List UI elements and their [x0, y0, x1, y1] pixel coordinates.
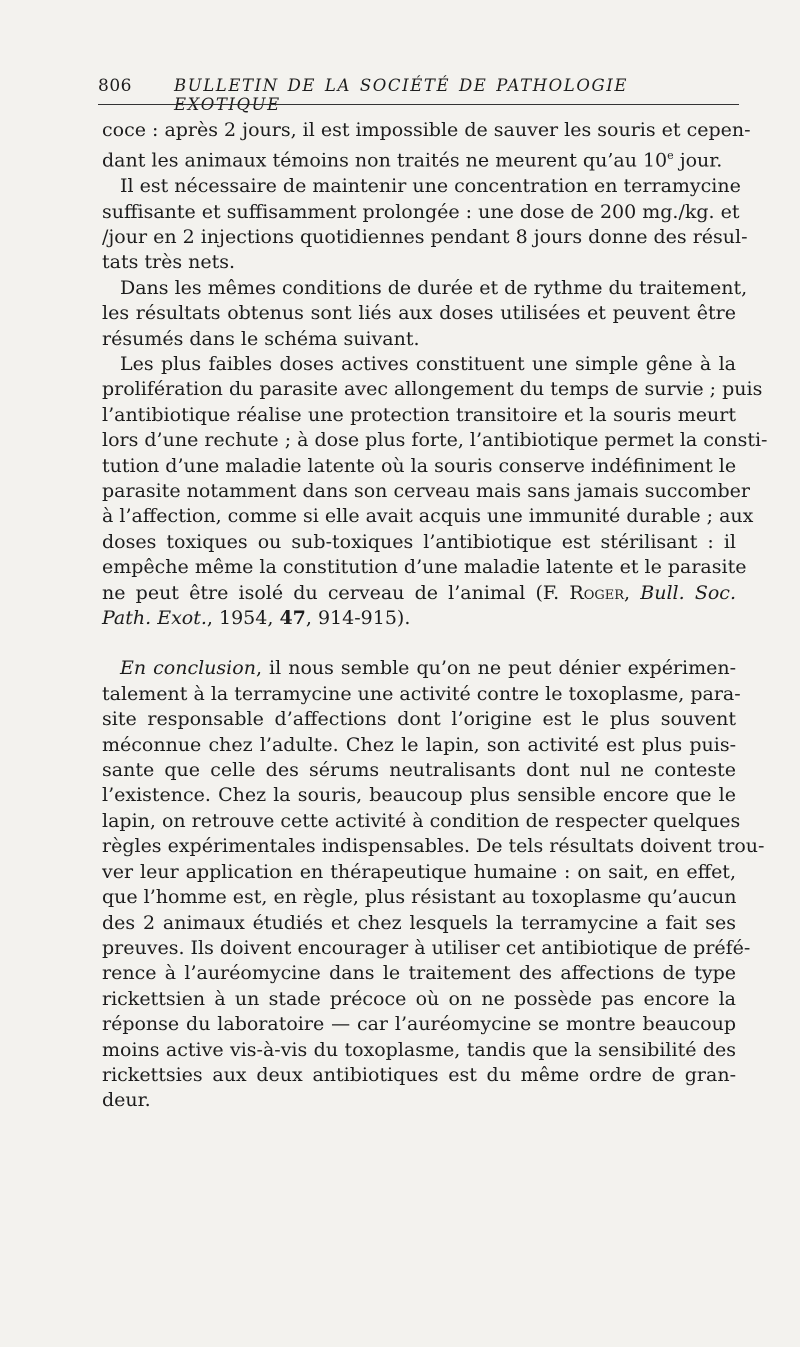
text-line: sante que celle des sérums neutralisants dont nul ne conteste [102, 759, 736, 782]
text-line: méconnue chez l’adulte. Chez le lapin, son activité est plus puis- [102, 733, 736, 756]
citation-line: ne peut être isolé du cerveau de l’animal (F. Roger, Bull. Soc. [102, 581, 736, 604]
text-line: rickettsies aux deux antibiotiques est du même ordre de gran- [102, 1063, 736, 1086]
text-line: résumés dans le schéma suivant. [102, 327, 420, 350]
body-text [102, 118, 768, 1114]
text-line: l’existence. Chez la souris, beaucoup plus sensible encore que le [102, 784, 736, 807]
text-line: tution d’une maladie latente où la souris conserve indéfiniment le [102, 454, 737, 477]
text-line: à l’affection, comme si elle avait acquis une immunité durable ; aux [102, 505, 754, 528]
text-line: tats très nets. [102, 251, 236, 274]
text-line: lors d’une rechute ; à dose plus forte, l’antibiotique permet la consti- [102, 429, 768, 452]
text-line: que l’homme est, en règle, plus résistant au toxoplasme qu’aucun [102, 886, 737, 909]
text-line: rickettsien à un stade précoce où on ne possède pas encore la [102, 987, 736, 1010]
text-line: /jour en 2 injections quotidiennes pendant 8 jours donne des résul- [102, 225, 748, 248]
text-line: coce : après 2 jours, il est impossible de sauver les souris et cepen- [102, 119, 751, 141]
text-line: réponse du laboratoire — car l’auréomycine se montre beaucoup [102, 1013, 736, 1036]
text-line: Les plus faibles doses actives constituent une simple gêne à la [120, 352, 736, 375]
text-line: Il est nécessaire de maintenir une concentration en terramycine [120, 175, 741, 198]
text-line: empêche même la constitution d’une maladie latente et le parasite [102, 556, 747, 579]
text-line: deur. [102, 1089, 151, 1112]
text-line: parasite notamment dans son cerveau mais sans jamais succomber [102, 480, 750, 503]
citation-line: Path. Exot., 1954, 47, 914-915). [102, 607, 411, 630]
text-line: preuves. Ils doivent encourager à utiliser cet antibiotique de préfé- [102, 936, 751, 959]
running-title: BULLETIN DE LA SOCIÉTÉ DE PATHOLOGIE EXOTIQUE [174, 76, 629, 114]
text-line: moins active vis-à-vis du toxoplasme, tandis que la sensibilité des [102, 1038, 736, 1061]
header-rule [98, 104, 739, 105]
text-line: prolifération du parasite avec allongement du temps de survie ; puis [102, 378, 763, 401]
page-header [98, 72, 738, 114]
citation-author: Roger [569, 581, 625, 604]
text-line: règles expérimentales indispensables. De tels résultats doivent trou- [102, 835, 765, 858]
citation-volume: 47 [279, 607, 306, 630]
text-line: Dans les mêmes conditions de durée et de rythme du traitement, [120, 276, 748, 299]
page-number: 806 [98, 76, 132, 96]
conclusion-lead: En conclusion [120, 657, 256, 680]
text-line: des 2 animaux étudiés et chez lesquels la terramycine a fait ses [102, 911, 736, 934]
text-line: suffisante et suffisamment prolongée : une dose de 200 mg./kg. et [102, 200, 740, 223]
text-line: rence à l’auréomycine dans le traitement des affections de type [102, 962, 736, 985]
citation-journal: Bull. Soc. [640, 581, 736, 604]
text-line: les résultats obtenus sont liés aux doses utilisées et peuvent être [102, 302, 736, 325]
text-line: talement à la terramycine une activité contre le toxoplasme, para- [102, 682, 741, 705]
text-line: dant les animaux témoins non traités ne meurent qu’au 10e jour. [102, 149, 723, 172]
text-line: lapin, on retrouve cette activité à condition de respecter quelques [102, 809, 741, 832]
text-line: l’antibiotique réalise une protection transitoire et la souris meurt [102, 403, 736, 426]
text-line: ver leur application en thérapeutique humaine : on sait, en effet, [102, 860, 736, 883]
text-line: site responsable d’affections dont l’origine est le plus souvent [102, 708, 736, 731]
text-line: doses toxiques ou sub-toxiques l’antibiotique est stérilisant : il [102, 530, 736, 553]
text-line: En conclusion, il nous semble qu’on ne peut dénier expérimen- [120, 657, 737, 680]
